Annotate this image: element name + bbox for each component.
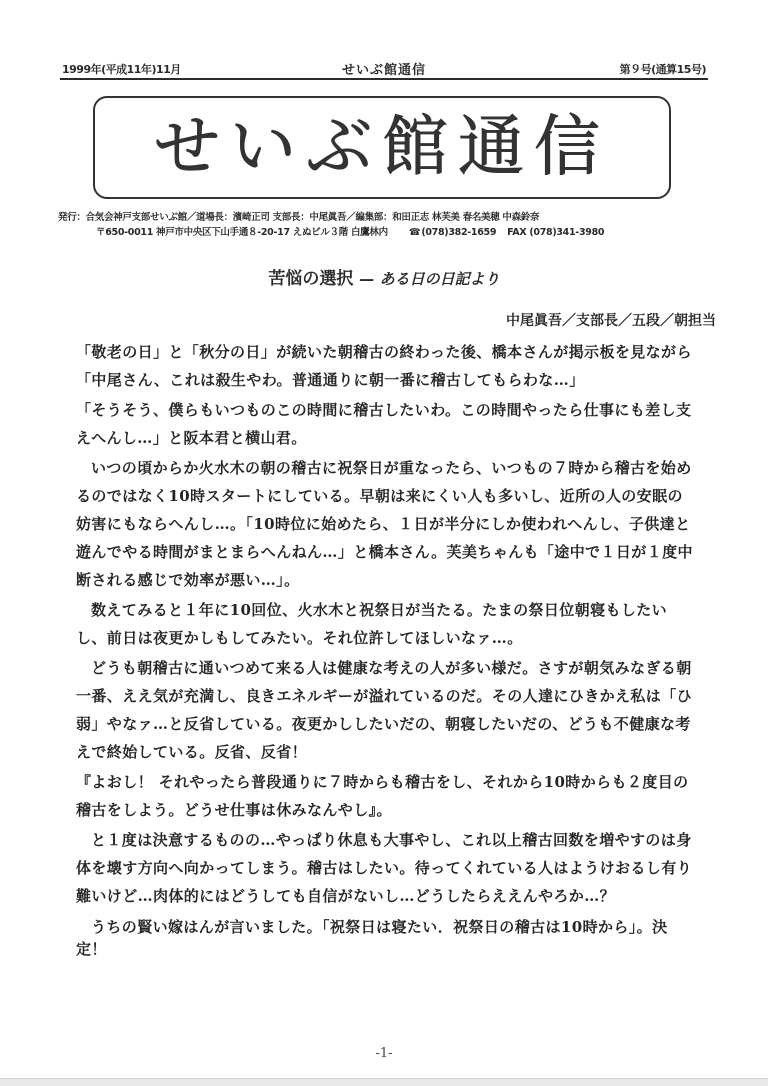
paragraph: と１度は決意するものの…やっぱり休息も大事やし、これ以上稽古回数を増やすのは身体を壊す方向へ向かってしまう。稽古はしたい。待ってくれている人はようけおるし有り難いけど…肉体的にはどうしても自信がないし…どうしたらええんやろか…？ [76,831,693,905]
colophon-staff: 発行：合気会神戸支部せいぶ館／道場長：濱崎正司 支部長：中尾眞吾／編集部：和田正志 林芙美 春名美穂 中森鈴奈 [58,212,540,223]
article-body [76,338,696,962]
colophon-contact [58,225,718,240]
colophon [58,210,718,240]
header-rule [60,78,708,80]
masthead-title: せいぶ館通信 [154,108,610,185]
paragraph: いつの頃からか火水木の朝の稽古に祝祭日が重なったら、いつもの７時から稽古を始めるのではなく10時スタートにしている。早朝は来にくい人も多いし、近所の人の安眠の妨害にもならへんし…。「10時位に始めたら、１日が半分にしか使われへんし、子供達と遊んでやる時間がまとまらへんねん…」と橋本さん。芙美ちゃんも「途中で１日が１度中断される感じで効率が悪い…」。 [76,459,693,589]
fax-number: FAX (078)341-3980 [507,227,605,238]
page-number: -1- [375,1046,393,1061]
issue-date: 1999年(平成11年)11月 [62,63,181,76]
article-subtitle: — ある日の日記より [359,270,500,288]
paragraph: うちの賢い嫁はんが言いました。「祝祭日は寝たい．祝祭日の稽古は10時から」。決定！ [76,918,668,958]
address: 〒650-0011 神戸市中央区下山手通８-20-17 えぬビル３階 白鷹林内 [96,227,388,238]
phone-number: (078)382-1659 [421,227,497,238]
paragraph: 「そうそう、僕らもいつものこの時間に稽古したいわ。この時間やったら仕事にも差し支えへんし…」と阪本君と横山君。 [76,401,692,447]
paragraph: どうも朝稽古に通いつめて来る人は健康な考えの人が多い様だ。さすが朝気みなぎる朝一番、ええ気が充満し、良きエネルギーが溢れているのだ。その人達にひきかえ私は「ひ弱」やなァ…と反省している。夜更かししたいだの、朝寝したいだの、どうも不健康な考えで終始している。反省、反省！ [76,659,693,761]
article-title: 苦悩の選択 [268,269,354,289]
publication-name: せいぶ館通信 [341,63,426,78]
masthead [93,96,671,199]
phone-icon: ☎ [408,227,421,238]
paragraph: 数えてみると１年に10回位、火水木と祝祭日が当たる。たまの祭日位朝寝もしたいし、前日は夜更かしもしてみたい。それ位許してほしいなァ…。 [76,601,668,647]
paragraph: 「敬老の日」と「秋分の日」が続いた朝稽古の終わった後、橋本さんが掲示板を見ながら「中尾さん、これは殺生やわ。普通通りに朝一番に稽古してもらわな…」 [76,343,692,389]
paragraph: 『よおし！ それやったら普段通りに７時からも稽古をし、それから10時からも２度目の稽古をしよう。どうせ仕事は休みなんやし』。 [76,773,689,819]
running-head [62,59,706,77]
issue-number: 第９号(通算15号) [619,63,706,76]
article-heading [0,264,768,289]
byline: 中尾眞吾／支部長／五段／朝担当 [506,313,716,329]
